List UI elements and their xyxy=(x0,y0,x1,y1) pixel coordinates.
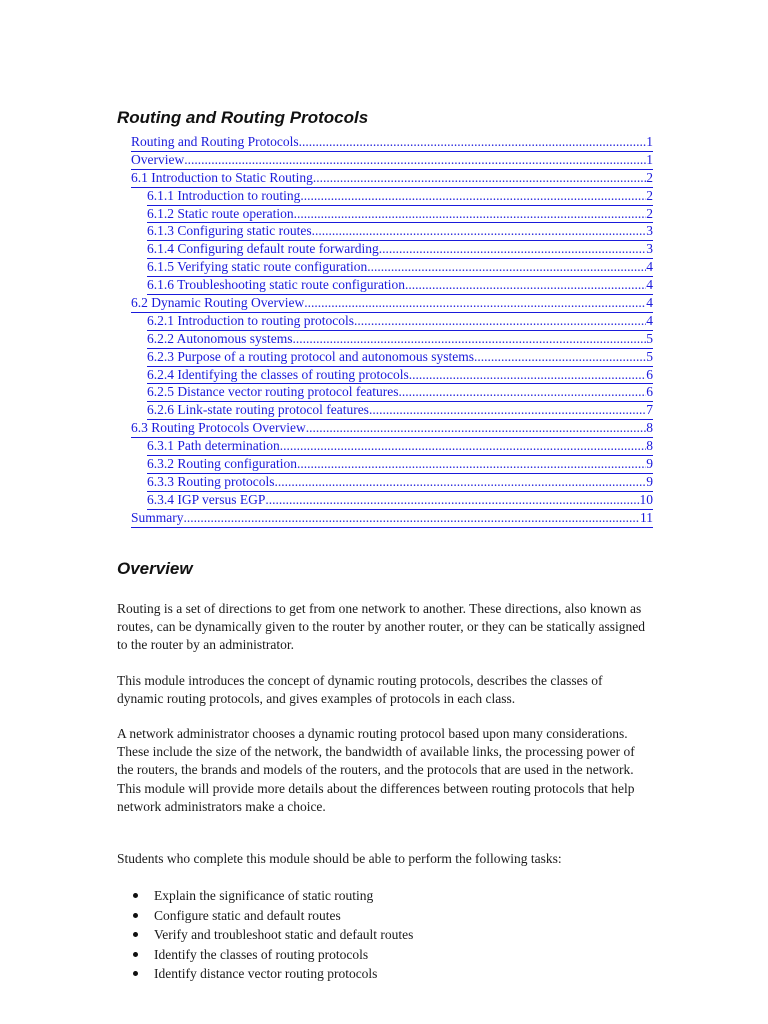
toc-entry-page: 1 xyxy=(646,151,653,170)
toc-leader-dots xyxy=(312,222,647,241)
toc-entry-page: 4 xyxy=(646,276,653,295)
task-list-item xyxy=(117,886,413,906)
overview-heading: Overview xyxy=(117,559,193,578)
toc-leader-dots xyxy=(299,133,647,152)
toc-entry-page: 6 xyxy=(646,366,653,385)
toc-leader-dots xyxy=(379,240,647,259)
toc-entry-label: 6.2.5 Distance vector routing protocol features xyxy=(147,383,399,402)
toc-entry-page: 2 xyxy=(646,205,653,224)
toc-entry[interactable] xyxy=(147,312,653,330)
toc-entry[interactable] xyxy=(131,509,653,527)
table-of-contents xyxy=(0,133,768,527)
toc-entry[interactable] xyxy=(131,294,653,312)
toc-entry-page: 4 xyxy=(646,312,653,331)
toc-entry-label: 6.1.3 Configuring static routes xyxy=(147,222,312,241)
toc-leader-dots xyxy=(300,187,646,206)
toc-entry-page: 4 xyxy=(646,258,653,277)
toc-entry-label: 6.2.6 Link-state routing protocol features xyxy=(147,401,369,420)
task-text: Verify and troubleshoot static and default routes xyxy=(154,927,414,942)
toc-entry-label: 6.1.4 Configuring default route forwarding xyxy=(147,240,379,259)
bullet-icon xyxy=(133,952,138,957)
toc-entry[interactable] xyxy=(147,491,653,509)
task-text: Identify distance vector routing protocols xyxy=(154,966,378,981)
task-text: Explain the significance of static routing xyxy=(154,888,374,903)
toc-entry-label: Overview xyxy=(131,151,184,170)
overview-paragraph: Students who complete this module should be able to perform the following tasks: xyxy=(117,851,562,866)
toc-leader-dots xyxy=(313,169,646,188)
toc-leader-dots xyxy=(306,419,647,438)
task-list-item xyxy=(117,964,413,984)
toc-entry-page: 11 xyxy=(640,509,653,528)
toc-entry-label: 6.2.3 Purpose of a routing protocol and autonomous systems xyxy=(147,348,474,367)
toc-entry[interactable] xyxy=(147,383,653,401)
toc-entry-label: 6.1.6 Troubleshooting static route configuration xyxy=(147,276,405,295)
toc-leader-dots xyxy=(399,383,647,402)
task-text: Configure static and default routes xyxy=(154,907,341,923)
toc-entry-label: 6.3.4 IGP versus EGP xyxy=(147,491,265,510)
toc-entry[interactable] xyxy=(147,240,653,258)
toc-entry[interactable] xyxy=(147,222,653,240)
toc-entry-page: 7 xyxy=(646,401,653,420)
toc-entry[interactable] xyxy=(147,276,653,294)
toc-entry-label: 6.2.2 Autonomous systems xyxy=(147,330,293,349)
toc-entry[interactable] xyxy=(147,455,653,473)
toc-entry-page: 5 xyxy=(646,330,653,349)
toc-entry[interactable] xyxy=(131,419,653,437)
toc-leader-dots xyxy=(184,509,641,528)
toc-entry-label: 6.2 Dynamic Routing Overview xyxy=(131,294,304,313)
toc-leader-dots xyxy=(293,330,647,349)
toc-entry-label: 6.2.1 Introduction to routing protocols xyxy=(147,312,354,331)
toc-entry[interactable] xyxy=(147,437,653,455)
toc-leader-dots xyxy=(297,455,646,474)
task-list-item xyxy=(117,925,413,945)
toc-entry-page: 4 xyxy=(646,294,653,313)
toc-entry[interactable] xyxy=(147,187,653,205)
toc-entry-page: 2 xyxy=(646,169,653,188)
toc-entry-page: 10 xyxy=(640,491,654,510)
document-title: Routing and Routing Protocols xyxy=(117,108,369,127)
toc-entry[interactable] xyxy=(147,205,653,223)
toc-leader-dots xyxy=(367,258,646,277)
task-list-item xyxy=(117,945,413,965)
bullet-icon xyxy=(133,893,138,898)
bullet-icon xyxy=(133,971,138,976)
bullet-icon xyxy=(133,932,138,937)
toc-entry-page: 3 xyxy=(646,222,653,241)
toc-entry[interactable] xyxy=(147,330,653,348)
toc-entry[interactable] xyxy=(147,473,653,491)
toc-entry-label: 6.3.2 Routing configuration xyxy=(147,455,297,474)
toc-leader-dots xyxy=(369,401,646,420)
toc-entry-label: 6.1 Introduction to Static Routing xyxy=(131,169,313,188)
toc-leader-dots xyxy=(265,491,639,510)
toc-entry-page: 3 xyxy=(646,240,653,259)
toc-leader-dots xyxy=(474,348,646,367)
toc-leader-dots xyxy=(294,205,647,224)
toc-entry[interactable] xyxy=(131,133,653,151)
toc-leader-dots xyxy=(280,437,647,456)
toc-entry[interactable] xyxy=(147,348,653,366)
toc-entry-label: 6.1.5 Verifying static route configuration xyxy=(147,258,367,277)
toc-entry-label: 6.3 Routing Protocols Overview xyxy=(131,419,306,438)
toc-entry-page: 1 xyxy=(646,133,653,152)
task-list-item xyxy=(117,906,413,926)
toc-entry-label: 6.3.3 Routing protocols xyxy=(147,473,275,492)
bullet-icon xyxy=(133,913,138,918)
toc-entry[interactable] xyxy=(131,151,653,169)
toc-entry[interactable] xyxy=(147,401,653,419)
toc-leader-dots xyxy=(405,276,646,295)
toc-entry-page: 5 xyxy=(646,348,653,367)
toc-entry-label: 6.2.4 Identifying the classes of routing protocols xyxy=(147,366,409,385)
toc-entry-page: 2 xyxy=(646,187,653,206)
toc-leader-dots xyxy=(304,294,646,313)
toc-leader-dots xyxy=(275,473,647,492)
toc-entry-page: 9 xyxy=(646,473,653,492)
toc-leader-dots xyxy=(409,366,647,385)
task-list xyxy=(117,886,413,984)
toc-entry[interactable] xyxy=(147,366,653,384)
toc-entry-label: Routing and Routing Protocols xyxy=(131,133,299,152)
overview-paragraph: Routing is a set of directions to get from one network to another. These directions, also known as routes, can be dynamically given to the router by another router, or they can be statically assigned to the router by an administrator. xyxy=(117,601,646,653)
toc-entry-page: 8 xyxy=(646,419,653,438)
overview-paragraph: A network administrator chooses a dynamic routing protocol based upon many considerations. These include the size of the network, the bandwidth of available links, the processing power of the routers, the brands and models of the routers, and the protocols that are used in the network. This module will provide more details about the differences between routing protocols that help network administrators make a choice. xyxy=(117,726,635,814)
toc-entry-label: 6.1.1 Introduction to routing xyxy=(147,187,300,206)
toc-entry-label: Summary xyxy=(131,509,184,528)
toc-leader-dots xyxy=(184,151,646,170)
overview-paragraph: This module introduces the concept of dynamic routing protocols, describes the classes of dynamic routing protocols, and gives examples of protocols in each class. xyxy=(117,673,603,707)
toc-entry-page: 9 xyxy=(646,455,653,474)
toc-leader-dots xyxy=(354,312,646,331)
toc-entry[interactable] xyxy=(131,169,653,187)
toc-entry[interactable] xyxy=(147,258,653,276)
task-text: Identify the classes of routing protocols xyxy=(154,946,369,962)
toc-entry-label: 6.3.1 Path determination xyxy=(147,437,280,456)
toc-entry-page: 8 xyxy=(646,437,653,456)
toc-entry-label: 6.1.2 Static route operation xyxy=(147,205,294,224)
toc-entry-page: 6 xyxy=(646,383,653,402)
